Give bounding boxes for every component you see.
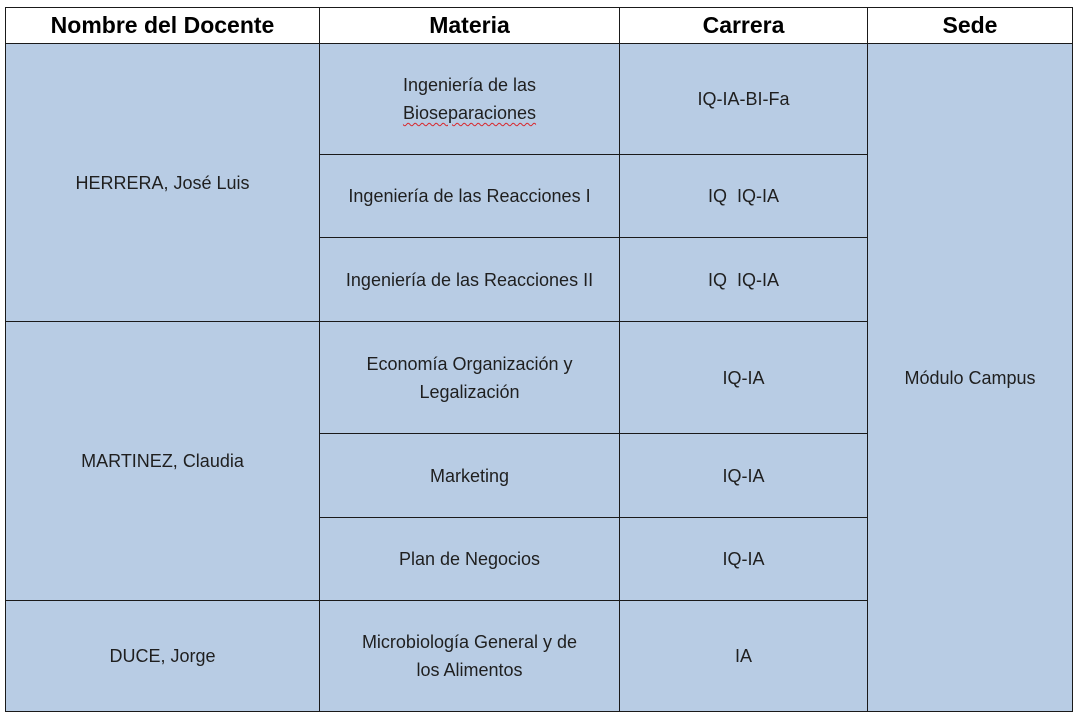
carrera-cell: IQ-IA — [620, 518, 868, 601]
materia-cell: Plan de Negocios — [320, 518, 620, 601]
header-sede: Sede — [868, 8, 1073, 44]
docente-cell: DUCE, Jorge — [6, 601, 320, 712]
materia-cell: Ingeniería de las Reacciones I — [320, 155, 620, 238]
carrera-cell: IQ IQ-IA — [620, 238, 868, 322]
materia-line: Legalización — [419, 381, 520, 402]
materia-cell — [320, 44, 620, 155]
materia-line: los Alimentos — [416, 660, 523, 680]
carrera-cell: IQ-IA — [620, 434, 868, 518]
header-row — [6, 8, 1073, 44]
materia-cell — [320, 601, 620, 712]
spellcheck-word: Bioseparaciones — [402, 103, 537, 123]
materia-cell — [320, 322, 620, 434]
materia-line-misspelled — [330, 99, 609, 127]
docentes-table — [5, 7, 1073, 712]
header-carrera: Carrera — [620, 8, 868, 44]
header-docente: Nombre del Docente — [6, 8, 320, 44]
materia-line: Economía Organización y — [366, 353, 573, 374]
carrera-cell: IQ IQ-IA — [620, 155, 868, 238]
materia-line: Ingeniería de las — [402, 75, 537, 95]
header-materia: Materia — [320, 8, 620, 44]
docente-cell: MARTINEZ, Claudia — [6, 322, 320, 601]
sede-cell: Módulo Campus — [868, 44, 1073, 712]
materia-cell: Marketing — [320, 434, 620, 518]
docente-cell: HERRERA, José Luis — [6, 44, 320, 322]
carrera-cell: IQ-IA-BI-Fa — [620, 44, 868, 155]
carrera-cell: IQ-IA — [620, 322, 868, 434]
carrera-cell: IA — [620, 601, 868, 712]
materia-line: Microbiología General y de — [361, 632, 578, 652]
table-row — [6, 44, 1073, 155]
materia-cell: Ingeniería de las Reacciones II — [320, 238, 620, 322]
